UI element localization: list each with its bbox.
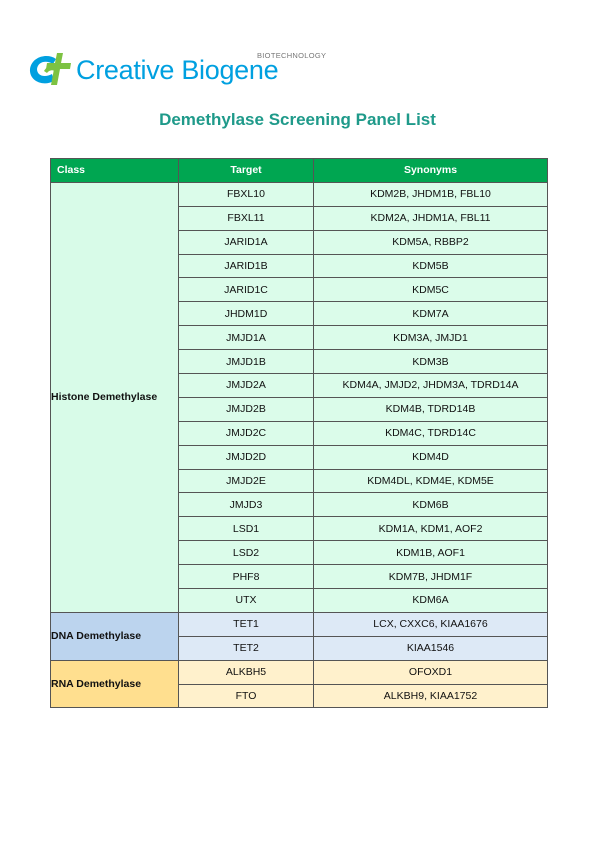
target-cell: JMJD2A xyxy=(179,374,314,398)
target-cell: LSD2 xyxy=(179,541,314,565)
target-cell: JARID1B xyxy=(179,254,314,278)
target-cell: JMJD2D xyxy=(179,445,314,469)
brand-name: Creative Biogene xyxy=(76,55,279,85)
target-cell: JMJD1A xyxy=(179,326,314,350)
synonyms-cell: KDM4DL, KDM4E, KDM5E xyxy=(314,469,548,493)
class-cell: Histone Demethylase xyxy=(51,182,179,612)
synonyms-cell: KDM4C, TDRD14C xyxy=(314,421,548,445)
class-cell: DNA Demethylase xyxy=(51,612,179,660)
column-header-class: Class xyxy=(51,159,179,183)
target-cell: PHF8 xyxy=(179,565,314,589)
column-header-target: Target xyxy=(179,159,314,183)
synonyms-cell: KDM5B xyxy=(314,254,548,278)
target-cell: TET1 xyxy=(179,612,314,636)
table-row xyxy=(51,182,548,206)
synonyms-cell: KDM2B, JHDM1B, FBL10 xyxy=(314,182,548,206)
target-cell: UTX xyxy=(179,589,314,613)
target-cell: JMJD2E xyxy=(179,469,314,493)
synonyms-cell: KDM5A, RBBP2 xyxy=(314,230,548,254)
synonyms-cell: KDM6B xyxy=(314,493,548,517)
synonyms-cell: LCX, CXXC6, KIAA1676 xyxy=(314,612,548,636)
synonyms-cell: KDM6A xyxy=(314,589,548,613)
company-logo[interactable] xyxy=(26,48,327,92)
target-cell: JMJD1B xyxy=(179,350,314,374)
synonyms-cell: KIAA1546 xyxy=(314,636,548,660)
table-row xyxy=(51,612,548,636)
target-cell: JHDM1D xyxy=(179,302,314,326)
synonyms-cell: KDM7A xyxy=(314,302,548,326)
page-title: Demethylase Screening Panel List xyxy=(159,110,436,129)
synonyms-cell: KDM2A, JHDM1A, FBL11 xyxy=(314,206,548,230)
table-body xyxy=(51,182,548,708)
synonyms-cell: KDM3A, JMJD1 xyxy=(314,326,548,350)
synonyms-cell: KDM3B xyxy=(314,350,548,374)
target-cell: FBXL11 xyxy=(179,206,314,230)
creative-biogene-logo-icon xyxy=(26,51,76,89)
synonyms-cell: KDM5C xyxy=(314,278,548,302)
table-row xyxy=(51,660,548,684)
synonyms-cell: ALKBH9, KIAA1752 xyxy=(314,684,548,708)
table-header-row xyxy=(51,159,548,183)
target-cell: JMJD2C xyxy=(179,421,314,445)
synonyms-cell: KDM4A, JMJD2, JHDM3A, TDRD14A xyxy=(314,374,548,398)
target-cell: JARID1C xyxy=(179,278,314,302)
target-cell: FBXL10 xyxy=(179,182,314,206)
target-cell: ALKBH5 xyxy=(179,660,314,684)
synonyms-cell: KDM4B, TDRD14B xyxy=(314,397,548,421)
target-cell: LSD1 xyxy=(179,517,314,541)
class-cell: RNA Demethylase xyxy=(51,660,179,708)
target-cell: TET2 xyxy=(179,636,314,660)
synonyms-cell: KDM7B, JHDM1F xyxy=(314,565,548,589)
target-cell: JMJD2B xyxy=(179,397,314,421)
synonyms-cell: KDM4D xyxy=(314,445,548,469)
target-cell: JARID1A xyxy=(179,230,314,254)
target-cell: JMJD3 xyxy=(179,493,314,517)
demethylase-panel-table xyxy=(50,158,548,708)
column-header-synonyms: Synonyms xyxy=(314,159,548,183)
brand-tagline: BIOTECHNOLOGY xyxy=(257,51,327,60)
synonyms-cell: KDM1A, KDM1, AOF2 xyxy=(314,517,548,541)
target-cell: FTO xyxy=(179,684,314,708)
synonyms-cell: OFOXD1 xyxy=(314,660,548,684)
synonyms-cell: KDM1B, AOF1 xyxy=(314,541,548,565)
